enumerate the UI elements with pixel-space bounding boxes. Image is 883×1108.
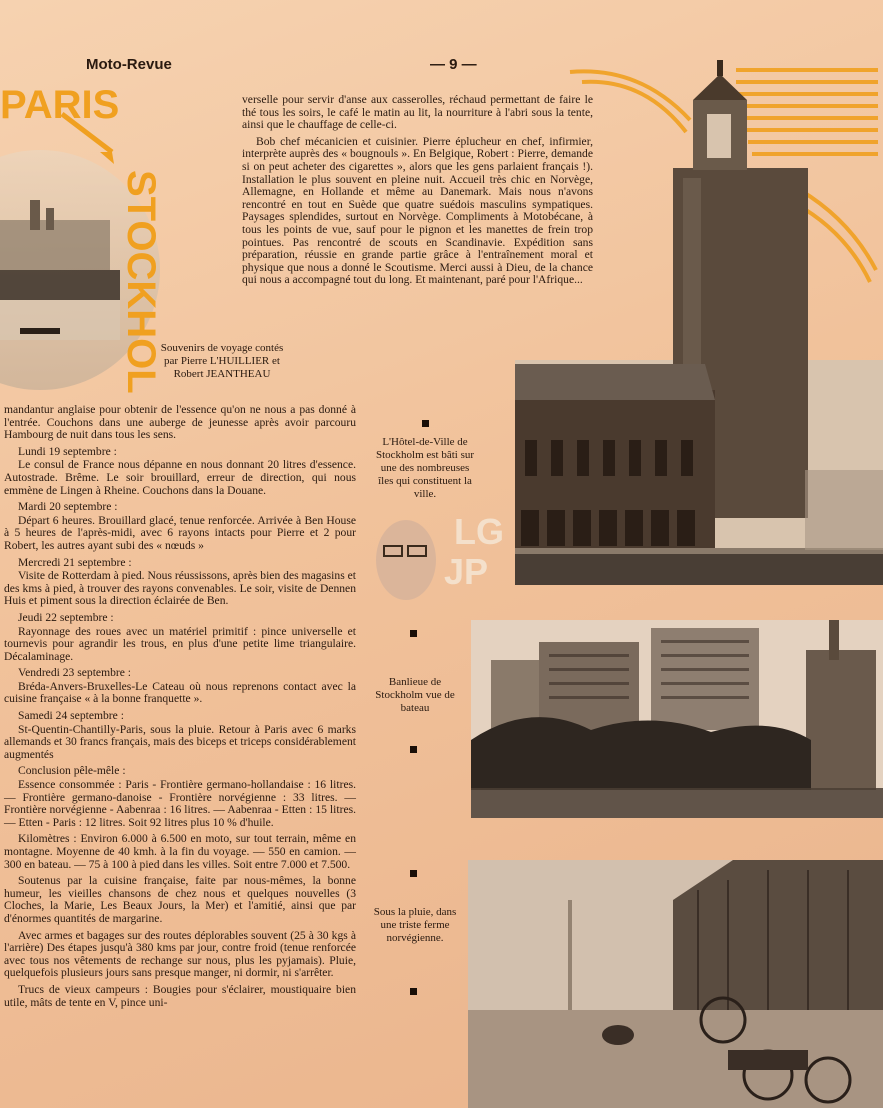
title-paris: PARIS [0, 83, 120, 127]
watermark-logo-jp: JP [444, 551, 489, 592]
caption-bullet [410, 746, 417, 753]
paragraph: Soutenus par la cuisine française, faite par nous-mêmes, la bonne humeur, les vieilles chansons de chez nous et quelques nouvelles (3 Cloches, la Marie, Les Beaux Jours, la Mer) et l'amitié, ainsi que par d'énormes quantités de margarine. [4, 874, 356, 925]
watermark-logo-lg: LG [454, 511, 504, 552]
suburb-photo [471, 620, 883, 818]
title-graphic [0, 70, 170, 400]
town-hall-photo [515, 60, 883, 585]
farm-photo [468, 860, 883, 1108]
caption-farm: Sous la pluie, dans une triste ferme norvégienne. [373, 906, 457, 944]
page-number: — 9 — [430, 56, 477, 73]
caption-bullet [422, 420, 429, 427]
route-title-arc [0, 70, 170, 400]
caption-bullet [410, 630, 417, 637]
caption-bullet [410, 988, 417, 995]
paragraph: Le consul de France nous dépanne en nous donnant 20 litres d'essence. Autostrade. Brême. Le soir brouillard, erreur de direction, qui nous emmène de Lingen à Rheine. Couchons dans la Douane. [4, 458, 356, 497]
magazine-title: Moto-Revue [86, 56, 172, 73]
title-stockholm: STOCKHOL [119, 170, 163, 394]
paragraph: St-Quentin-Chantilly-Paris, sous la pluie. Retour à Paris avec 6 marks allemands et 30 francs français, mais des biceps et triceps considérablement augmentés [4, 722, 356, 761]
paragraph: Rayonnage des roues avec un matériel primitif : pince universelle et tournevis pour agrandir les trous, en plus d'une petite lime triangulaire. Décalaminage. [4, 624, 356, 663]
main-text-column [4, 404, 356, 1013]
paragraph: Avec armes et bagages sur des routes déplorables souvent (25 à 30 kgs à l'arrière) Des étapes jusqu'à 380 kms par jour, contre froid (tenue renforcée avec tous nos vêtements de rechange sur nous, plus les pyjamais). Pluie, quelquefois plusieurs jours sans presque manger, ni dormir, ni s'arrêter. [4, 928, 356, 980]
caption-suburb: Banlieue de Stockholm vue de bateau [375, 676, 455, 714]
paragraph: Bréda-Anvers-Bruxelles-Le Cateau où nous reprenons contact avec la cuisine française « à la bonne franquette ». [4, 679, 356, 706]
byline: Souvenirs de voyage contés par Pierre L'HUILLIER et Robert JEANTHEAU [160, 342, 284, 380]
paragraph: Départ 6 heures. Brouillard glacé, tenue renforcée. Arrivée à Ben House à 5 heures de l'après-midi, avec 6 rayons intacts pour Pierre et 2 pour Robert, les autres ayant subi des « nœuds » [4, 513, 356, 552]
diary-date: Vendredi 23 septembre : [18, 666, 132, 680]
diary-date: Jeudi 22 septembre : [18, 610, 114, 624]
paragraph: Trucs de vieux campeurs : Bougies pour s'éclairer, moustiquaire bien utile, mâts de tente en V, pince uni- [4, 982, 356, 1009]
section-heading: Conclusion pêle-mêle : [18, 764, 126, 778]
watermark [370, 510, 520, 606]
diary-date: Lundi 19 septembre : [18, 444, 117, 458]
paragraph: Essence consommée : Paris - Frontière germano-hollandaise : 16 litres. — Frontière germano-danoise - Frontière norvégienne : 33 litres. — Frontière norvégienne - Aabenraa : 16 litres. — Aabenraa - Etten : 15 litres. — Etten - Paris : 12 litres. Soit 92 litres plus 10 % d'huile. [4, 778, 356, 829]
caption-bullet [410, 870, 417, 877]
caption-town-hall: L'Hôtel-de-Ville de Stockholm est bâti sur une des nombreuses îles qui constituent la ville. [375, 436, 475, 500]
paragraph: Kilomètres : Environ 6.000 à 6.500 en moto, sur tout terrain, même en montagne. Moyenne de 40 kmh. à la fin du voyage. — 550 en camion. — 300 en bateau. — 75 à 100 à pied dans les villes. Soit entre 7.000 et 7.500. [4, 832, 356, 871]
paragraph: verselle pour servir d'anse aux casserolles, réchaud permettant de faire le thé tous les soirs, le café le matin au lit, la nourriture à l'abri sous la tente, ainsi que le chauffage de celle-ci. [242, 93, 593, 132]
paragraph: Bob chef mécanicien et cuisinier. Pierre éplucheur en chef, infirmier, interprète auprès des « bougnouls ». En Belgique, Robert : Pierre, demande si on peut acheter des cigarettes », alors que les gens parlaient français !). Installation le plus souvent en pleine nuit. Accueil très chic en Norvège, Allemagne, en Hollande et même au Danemark. Mais nous n'avons rencontré en tout en Suède que quatre suédois masculins sympatiques. Paysages splendides, surtout en Norvège. Compliments à Motobécane, à tous les points de vue, sauf pour le pignon et les manettes de frein trop pointues. Pas rencontré de scouts en Scandinavie. Expédition sans préparation, réussie en grande partie grâce à l'entraînement moral et physique que nous a donné le Scoutisme. Merci aussi à Dieu, de la chance qui nous a accompagné tout du long. Et maintenant, paré pour l'Afrique... [242, 134, 593, 287]
paragraph: mandantur anglaise pour obtenir de l'essence qu'on ne nous a pas donné à l'entrée. Couchons dans une auberge de jeunesse après avoir parcouru Hambourg de nuit dans tous les sens. [4, 403, 356, 442]
diary-date: Samedi 24 septembre : [18, 709, 124, 723]
diary-date: Mercredi 21 septembre : [18, 555, 132, 569]
diary-date: Mardi 20 septembre : [18, 500, 118, 514]
paragraph: Visite de Rotterdam à pied. Nous réussissons, après bien des magasins et des kms à pied, à trouver des rayons convenables. Le soir, visite de Dennen Huis et piment sous la direction éclairée de Ben. [4, 569, 356, 608]
